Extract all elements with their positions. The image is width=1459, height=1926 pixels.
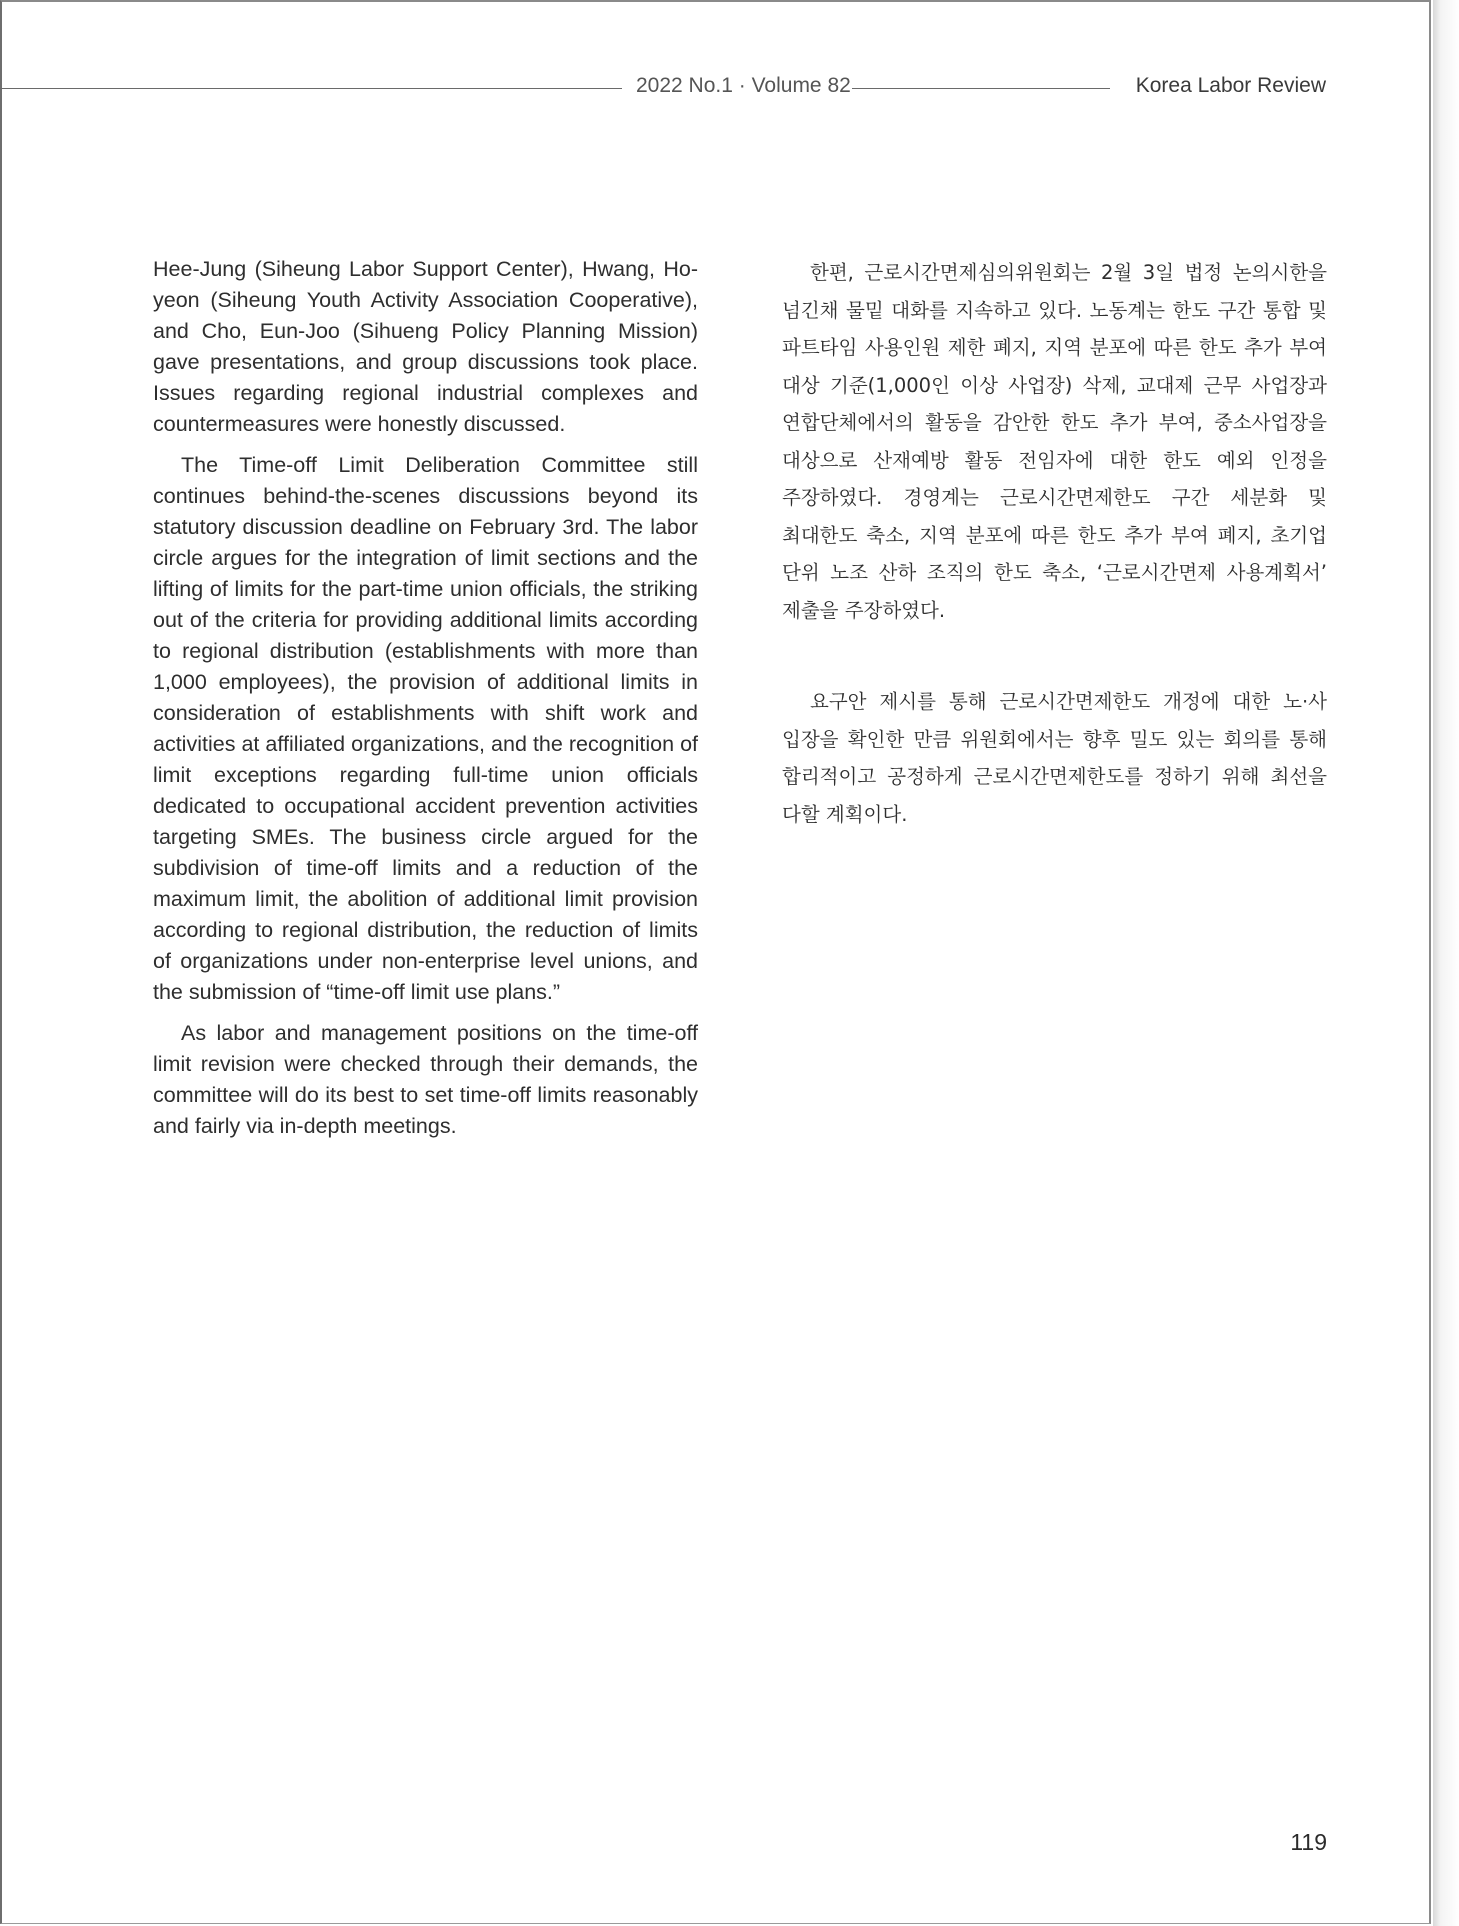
page-number: 119	[1290, 1829, 1327, 1855]
header-rule-middle	[852, 88, 1110, 89]
header-rule-left	[0, 88, 622, 89]
english-paragraph: The Time-off Limit Deliberation Committee still continues behind-the-scenes discussions beyond its statutory discussion deadline on February 3rd. The labor circle argues for the integration of limit sections and the lifting of limits for the part-time union officials, the striking out of the criteria for providing additional limits according to regional distribution (establishments with more than 1,000 employees), the provision of additional limits in consideration of establishments with shift work and activities at affiliated organizations, and the recognition of limit exceptions regarding full-time union officials dedicated to occupational accident prevention activities targeting SMEs. The business circle argued for the subdivision of time-off limits and a reduction of the maximum limit, the abolition of additional limit provision according to regional distribution, the reduction of limits of organizations under non-enterprise level unions, and the submission of “time-off limit use plans.”	[153, 453, 698, 1004]
korean-column	[782, 254, 1327, 833]
korean-paragraph: 한편, 근로시간면제심의위원회는 2월 3일 법정 논의시한을 넘긴채 물밑 대화를 지속하고 있다. 노동계는 한도 구간 통합 및 파트타임 사용인원 제한 폐지, 지역 분포에 따른 한도 추가 부여 대상 기준(1,000인 이상 사업장) 삭제, 교대제 근무 사업장과 연합단체에서의 활동을 감안한 한도 추가 부여, 중소사업장을 대상으로 산재예방 활동 전임자에 대한 한도 예외 인정을 주장하였다. 경영계는 근로시간면제한도 구간 세분화 및 최대한도 축소, 지역 분포에 따른 한도 추가 부여 폐지, 초기업 단위 노조 산하 조직의 한도 축소, ‘근로시간면제 사용계획서’ 제출을 주장하였다.	[782, 261, 1327, 622]
korean-paragraph: 요구안 제시를 통해 근로시간면제한도 개정에 대한 노·사 입장을 확인한 만큼 위원회에서는 향후 밀도 있는 회의를 통해 합리적이고 공정하게 근로시간면제한도를 정하기 위해 최선을 다할 계획이다.	[782, 690, 1327, 826]
journal-title: Korea Labor Review	[1135, 74, 1326, 97]
english-paragraph: As labor and management positions on the time-off limit revision were checked through their demands, the committee will do its best to set time-off limits reasonably and fairly via in-depth meetings.	[153, 1021, 698, 1138]
english-paragraph: Hee-Jung (Siheung Labor Support Center), Hwang, Ho-yeon (Siheung Youth Activity Association Cooperative), and Cho, Eun-Joo (Sihueng Policy Planning Mission) gave presentations, and group discussions took place. Issues regarding regional industrial complexes and countermeasures were honestly discussed.	[153, 257, 698, 436]
issue-label: 2022 No.1 · Volume 82	[636, 74, 851, 97]
english-column	[153, 254, 698, 1152]
page-shadow	[1433, 0, 1459, 1926]
running-header	[0, 74, 1326, 106]
